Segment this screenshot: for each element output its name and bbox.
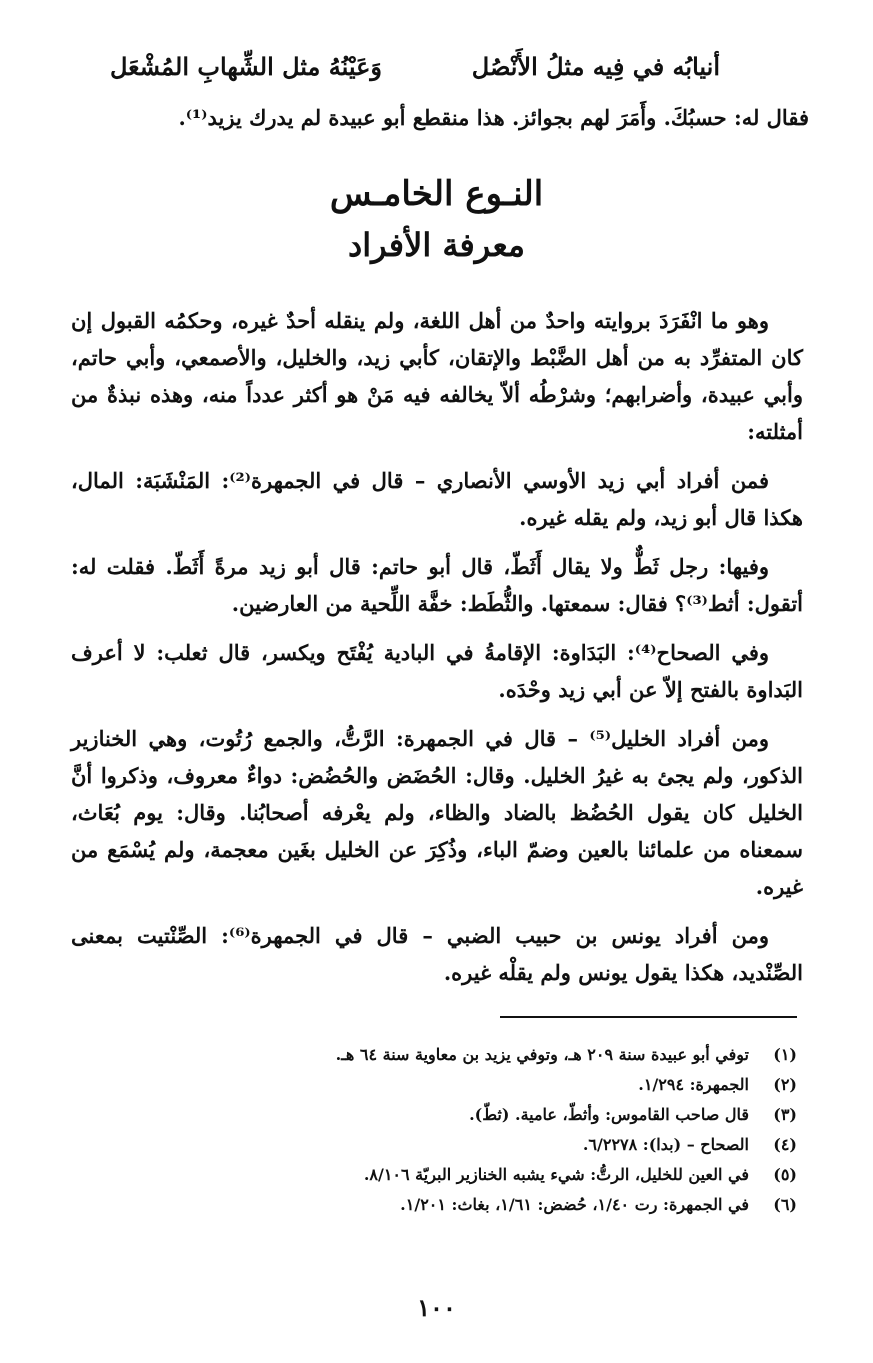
footnote-text: في العين للخليل، الرتُّ: شيء يشبه الخنازير البريّة ٨/١٠٦. — [363, 1165, 749, 1184]
page-number: ١٠٠ — [417, 1293, 456, 1322]
paragraph-definition: وهو ما انْفَرَدَ بروايته واحدٌ من أهل اللغة، ولم ينقله أحدٌ غيره، وحكمُه القبول إن كان المتفرِّد به من أهل الضَّبْط والإتقان، كأبي زيد، والخليل، والأصمعي، وأبي حاتم، وأبي عبيدة، وأضرابهم؛ وشرْطُه ألاّ يخالفه فيه مَنْ هو أكثر عدداً منه، وهذه نبذةٌ من أمثلته: — [71, 308, 803, 444]
footnote-item — [77, 1040, 797, 1070]
footnote-number: (٤) — [773, 1135, 797, 1154]
paragraph-abu-zayd: فمن أفراد أبي زيد الأوسي الأنصاري – قال في الجمهرة⁽²⁾: المَنْشَبَة: المال، هكذا قال أبو زيد، ولم يقله غيره. — [71, 468, 803, 530]
verse-second-hemistich: وَعَيْنُهُ مثل الشِّهابِ المُشْعَل — [110, 52, 382, 81]
footnote-item — [77, 1160, 797, 1190]
footnote-number: (٥) — [773, 1165, 797, 1184]
footnotes-list — [77, 1040, 797, 1220]
paragraph-khalil: ومن أفراد الخليل⁽⁵⁾ – قال في الجمهرة: الرَّتُّ، والجمع رُتُوت، وهي الخنازير الذكور، ولم يجئ به غيرُ الخليل. وقال: الحُضَض والحُضُض: دواءٌ معروف، وذكروا أنَّ الخليل كان يقول الحُضُظ بالضاد والظاء، ولم يعْرفه أصحابُنا. وقال: يوم بُعَاث، سمعناه من علمائنا بالعين وضمّ الباء، وذُكِرَ عن الخليل بغَين معجمة، ولم يُسْمَع من غيره. — [71, 726, 803, 899]
verse-note-line: فقال له: حسبُكَ. وأَمَرَ لهم بجوائز. هذا منقطع أبو عبيدة لم يدرك يزيد⁽¹⁾. — [178, 105, 809, 130]
footnote-number: (٢) — [773, 1075, 797, 1094]
body-text — [71, 302, 803, 1003]
footnote-number: (٣) — [773, 1105, 797, 1124]
footnote-text: توفي أبو عبيدة سنة ٢٠٩ هـ، وتوفي يزيد بن معاوية سنة ٦٤ هـ. — [335, 1045, 749, 1064]
footnote-item — [77, 1190, 797, 1220]
paragraph-yunus: ومن أفراد يونس بن حبيب الضبي – قال في الجمهرة⁽⁶⁾: الصِّنْتيت بمعنى الصِّنْديد، هكذا يقول يونس ولم يقلْه غيره. — [71, 923, 803, 985]
footnote-item — [77, 1130, 797, 1160]
poetry-verse — [110, 52, 720, 92]
section-title: معرفة الأفراد — [347, 226, 526, 264]
footnote-item — [77, 1070, 797, 1100]
footnote-text: في الجمهرة: رت ١/٤٠، حُضض: ١/٦١، بغاث: ١/٢٠١. — [400, 1195, 749, 1214]
footnote-item — [77, 1100, 797, 1130]
footnote-number: (١) — [773, 1045, 797, 1064]
footnote-divider — [500, 1016, 797, 1018]
footnote-text: الصحاح – (بدا): ٦/٢٢٧٨. — [582, 1135, 749, 1154]
footnote-text: الجمهرة: ١/٢٩٤. — [638, 1075, 749, 1094]
paragraph-sihah: وفي الصحاح⁽⁴⁾: البَدَاوة: الإقامةُ في البادية يُفْتَح ويكسر، قال ثعلب: لا أعرف البَداوة بالفتح إلاّ عن أبي زيد وحْدَه. — [71, 640, 803, 702]
footnote-text: قال صاحب القاموس: وأثطّ، عامية. (ثطّ). — [469, 1105, 749, 1124]
paragraph-thatt: وفيها: رجل ثَطٌّ ولا يقال أَثَطّ، قال أبو حاتم: قال أبو زيد مرةً أَثَطّ. فقلت له: أتقول: أثط⁽³⁾؟ فقال: سمعتها. والثُّطَط: خفَّة اللِّحية من العارضين. — [71, 554, 803, 616]
chapter-title: النـوع الخامـس — [329, 174, 544, 214]
footnote-number: (٦) — [773, 1195, 797, 1214]
verse-first-hemistich: أنيابُه في فِيه مثلُ الأَنْصُل — [471, 52, 720, 81]
